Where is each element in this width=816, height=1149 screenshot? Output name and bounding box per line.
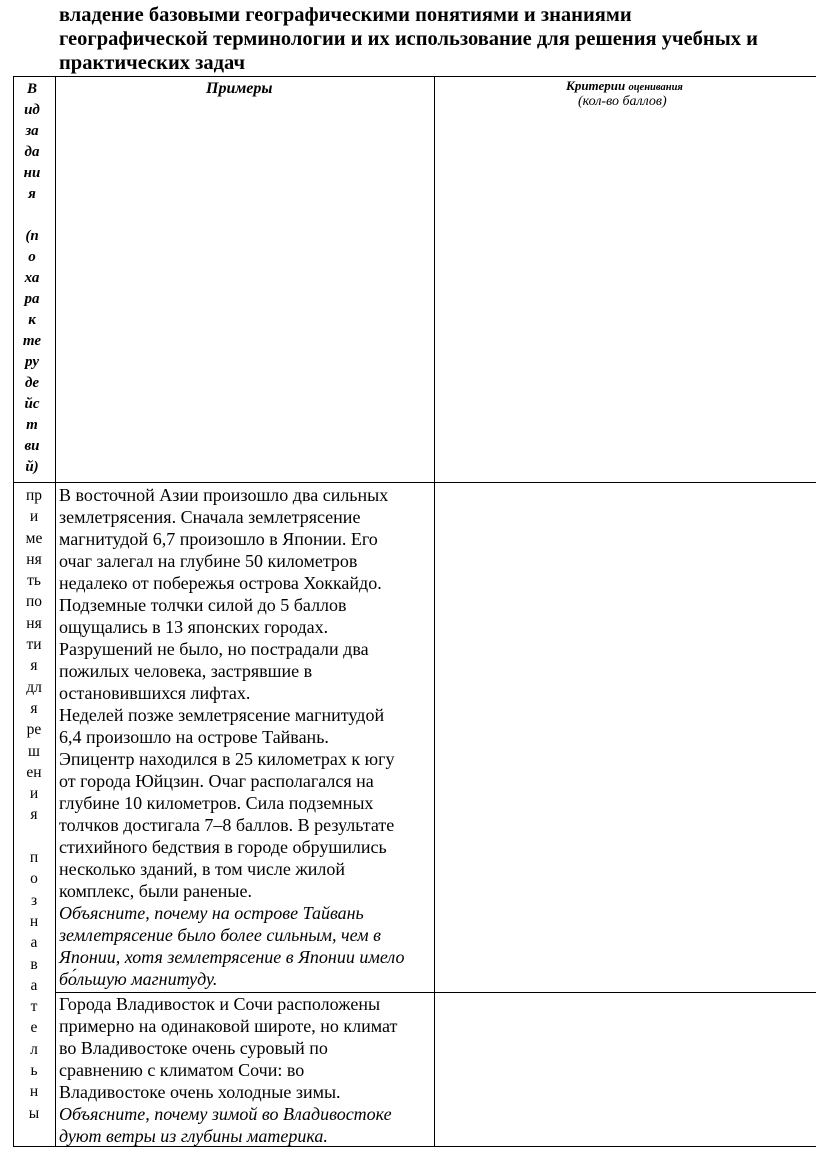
header-col-criteria (566, 78, 683, 94)
text-line: землетрясения. Сначала землетрясение (59, 507, 361, 527)
text-line: несколько зданий, в том числе жилой (59, 859, 346, 879)
text-line: глубине 10 километров. Сила подземных (59, 793, 374, 813)
text-line: Города Владивосток и Сочи расположены (59, 994, 381, 1014)
text-line: магнитудой 6,7 произошло в Японии. Его (59, 529, 378, 549)
text-line: ра (24, 291, 40, 307)
heading-line-2: географической терминологии и их использование для решения учебных и (59, 28, 758, 50)
text-line: я (30, 657, 38, 675)
text-line: дл (26, 678, 42, 696)
text-line: я (28, 186, 36, 202)
text-line: де (24, 375, 40, 391)
criteria-label: Критерии (566, 78, 626, 93)
heading-line-1: владение базовыми географическими понятиями и знаниями (59, 4, 632, 26)
text-line: В (26, 81, 37, 97)
text-line (14, 826, 54, 847)
text-line: о (30, 870, 38, 888)
text-line: недалеко от побережья острова Хоккайдо. (59, 573, 382, 593)
question-earthquake-4: бо́льшую магнитуду. (59, 969, 218, 989)
text-line: сравнению с климатом Сочи: во (59, 1060, 305, 1080)
text-line: в (30, 955, 38, 973)
text-line: и (29, 785, 39, 803)
text-line: пожилых человека, застрявшие в (59, 661, 313, 681)
text-line: ня (26, 614, 42, 632)
text-line: В восточной Азии произошло два сильных (59, 485, 389, 505)
text-line: йс (24, 396, 40, 412)
text-line: очаг залегал на глубине 50 километров (59, 551, 358, 571)
table-top-border (13, 76, 816, 77)
text-line: ы (28, 1104, 40, 1122)
text-line: Владивостоке очень холодные зимы. (59, 1082, 341, 1102)
section-heading (59, 3, 816, 75)
text-line: й) (25, 459, 39, 475)
text-line: пр (25, 487, 43, 504)
heading-line-3: практических задач (59, 52, 246, 74)
text-line: ви (24, 438, 40, 454)
text-line: ре (26, 721, 42, 739)
text-line: ен (26, 763, 42, 781)
text-line: е (30, 1019, 38, 1037)
text-line: за (25, 123, 39, 139)
text-line: а (30, 934, 38, 952)
text-line: Разрушений не было, но пострадали два (59, 639, 369, 659)
col2-right-border (434, 76, 435, 1147)
text-line: к (28, 312, 36, 328)
text-line: комплекс, были раненые. (59, 881, 252, 901)
text-line: ру (25, 354, 39, 370)
text-line: 6,4 произошло на острове Тайвань. (59, 727, 329, 747)
text-line: (п (25, 228, 39, 244)
text-line: стихийного бедствия в городе обрушились (59, 837, 387, 857)
text-line: те (22, 333, 42, 349)
text-line: от города Юйцзин. Очаг располагался на (59, 771, 374, 791)
question-earthquake-2: землетрясение было более сильным, чем в (59, 925, 381, 945)
text-line: з (30, 891, 38, 909)
text-line: ш (28, 742, 40, 760)
text-line: ь (30, 1062, 38, 1080)
text-line: л (30, 1040, 38, 1058)
text-line (22, 205, 42, 226)
text-line: примерно на одинаковой широте, но климат (59, 1016, 398, 1036)
text-line: ни (23, 165, 41, 181)
col1-right-border (55, 76, 56, 1147)
header-col-task-type (22, 79, 42, 478)
header-col-examples: Примеры (206, 80, 273, 97)
question-climate-2: дуют ветры из глубины материка. (59, 1126, 328, 1146)
text-line: н (29, 1083, 39, 1101)
text-line: Эпицентр находился в 25 километрах к югу (59, 749, 395, 769)
text-line: и (29, 508, 39, 526)
example-earthquake (59, 484, 434, 990)
text-line: ха (24, 270, 40, 286)
text-line: п (29, 849, 39, 867)
question-climate-1: Объясните, почему зимой во Владивостоке (59, 1104, 392, 1124)
example-climate (59, 993, 434, 1147)
text-line: ти (26, 636, 42, 654)
text-line: Неделей позже землетрясение магнитудой (59, 705, 385, 725)
text-line: толчков достигала 7–8 баллов. В результате (59, 815, 395, 835)
header-bottom-border (13, 482, 816, 483)
text-line: ня (26, 550, 42, 568)
task-type-cell (14, 485, 54, 1124)
text-line: ощущались в 13 японских городах. (59, 617, 329, 637)
text-line: ть (27, 572, 41, 590)
criteria-sublabel: (кол-во баллов) (578, 94, 667, 109)
text-line: н (29, 912, 39, 930)
text-line: я (30, 699, 38, 717)
question-earthquake-1: Объясните, почему на острове Тайвань (59, 903, 364, 923)
question-earthquake-3: Японии, хотя землетрясение в Японии имело (59, 947, 405, 967)
text-line: да (24, 144, 40, 160)
text-line: т (30, 998, 38, 1016)
text-line: остановившихся лифтах. (59, 683, 251, 703)
text-line: ид (24, 102, 40, 118)
text-line: я (30, 806, 38, 824)
text-line: ме (25, 529, 43, 547)
text-line: о (28, 249, 36, 265)
text-line: Подземные толчки силой до 5 баллов (59, 595, 347, 615)
text-line: во Владивостоке очень суровый по (59, 1038, 328, 1058)
text-line: а (30, 976, 38, 994)
criteria-label-small: оценивания (628, 82, 683, 93)
text-line: т (26, 417, 38, 433)
text-line: по (25, 593, 43, 611)
